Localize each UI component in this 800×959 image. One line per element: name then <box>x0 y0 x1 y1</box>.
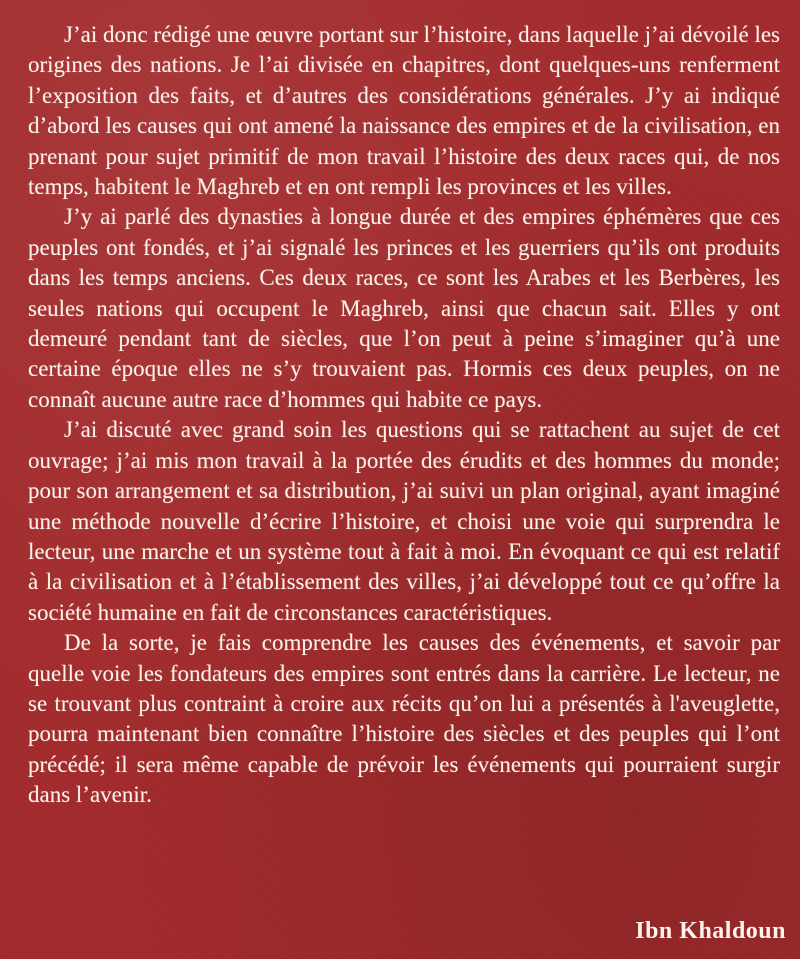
paragraph-2: J’y ai parlé des dynasties à longue durée et des empires éphémères que ces peuples ont fondés, et j’ai signalé les princes et les guerriers qu’ils ont produits dans les temps anciens. Ces deux races, ce sont les Arabes et les Berbères, les seules nations qui occupent le Maghreb, ainsi que chacun sait. Elles y ont demeuré pendant tant de siècles, que l’on peut à peine s’imaginer qu’à une certaine époque elles ne s’y trouvaient pas. Hormis ces deux peuples, on ne connaît aucune autre race d’hommes qui habite ce pays. <box>28 204 780 412</box>
paragraph-4: De la sorte, je fais comprendre les causes des événements, et savoir par quelle voie les fondateurs des empires sont entrés dans la carrière. Le lecteur, ne se trouvant plus contraint à croire aux récits qu’on lui a présentés à l'aveuglette, pourra maintenant bien connaître l’histoire des siècles et des peuples qui l’ont précédé; il sera même capable de prévoir les événements qui pourraient surgir dans l’avenir. <box>28 630 780 808</box>
paragraph-3: J’ai discuté avec grand soin les questions qui se rattachent au sujet de cet ouvrage; j’ai mis mon travail à la portée des érudits et des hommes du monde; pour son arrangement et sa distribution, j’ai suivi un plan original, ayant imaginé une méthode nouvelle d’écrire l’histoire, et choisi une voie qui surprendra le lecteur, une marche et un système tout à fait à moi. En évoquant ce qui est relatif à la civilisation et à l’établissement des villes, j’ai développé tout ce qu’offre la société humaine en fait de circonstances caractéristiques. <box>28 417 780 625</box>
paragraph-1: J’ai donc rédigé une œuvre portant sur l’histoire, dans laquelle j’ai dévoilé les origines des nations. Je l’ai divisée en chapitres, dont quelques-uns renferment l’exposition des faits, et d’autres des considérations générales. J’y ai indiqué d’abord les causes qui ont amené la naissance des empires et de la civilisation, en prenant pour sujet primitif de mon travail l’histoire des deux races qui, de nos temps, habitent le Maghreb et en ont rempli les provinces et les villes. <box>28 22 780 200</box>
text-block <box>28 20 780 811</box>
author-signature: Ibn Khaldoun <box>635 918 786 944</box>
